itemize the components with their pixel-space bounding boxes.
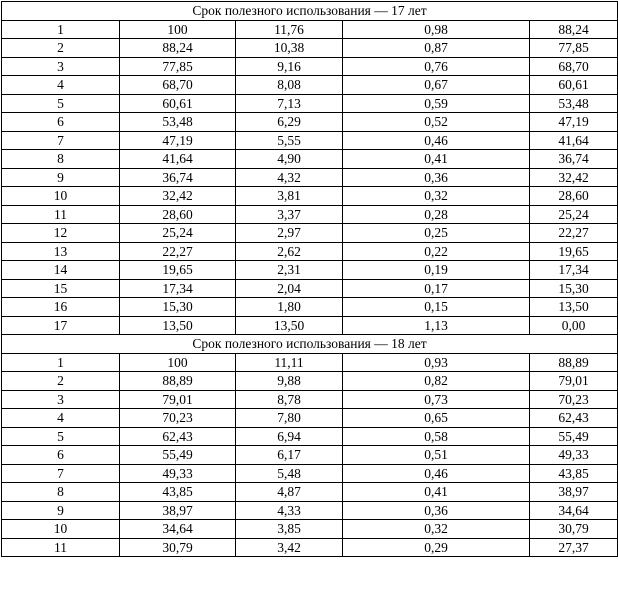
monthly-rate-cell: 0,58 xyxy=(343,427,530,446)
annual-rate-cell: 7,13 xyxy=(236,94,343,113)
monthly-rate-cell: 0,87 xyxy=(343,39,530,58)
residual-end-cell: 34,64 xyxy=(530,501,618,520)
residual-start-cell: 34,64 xyxy=(120,520,236,539)
residual-end-cell: 22,27 xyxy=(530,224,618,243)
residual-start-cell: 100 xyxy=(120,20,236,39)
year-cell: 14 xyxy=(2,261,120,280)
year-cell: 3 xyxy=(2,390,120,409)
annual-rate-cell: 3,81 xyxy=(236,187,343,206)
annual-rate-cell: 2,62 xyxy=(236,242,343,261)
table-row xyxy=(2,372,618,391)
residual-start-cell: 55,49 xyxy=(120,446,236,465)
residual-start-cell: 47,19 xyxy=(120,131,236,150)
section-header-row xyxy=(2,335,618,354)
monthly-rate-cell: 0,41 xyxy=(343,150,530,169)
annual-rate-cell: 2,31 xyxy=(236,261,343,280)
year-cell: 7 xyxy=(2,131,120,150)
monthly-rate-cell: 0,29 xyxy=(343,538,530,557)
residual-end-cell: 70,23 xyxy=(530,390,618,409)
table-row xyxy=(2,113,618,132)
monthly-rate-cell: 0,25 xyxy=(343,224,530,243)
year-cell: 8 xyxy=(2,483,120,502)
residual-start-cell: 68,70 xyxy=(120,76,236,95)
table-row xyxy=(2,261,618,280)
monthly-rate-cell: 0,52 xyxy=(343,113,530,132)
annual-rate-cell: 7,80 xyxy=(236,409,343,428)
annual-rate-cell: 8,08 xyxy=(236,76,343,95)
year-cell: 6 xyxy=(2,113,120,132)
year-cell: 13 xyxy=(2,242,120,261)
year-cell: 11 xyxy=(2,205,120,224)
residual-start-cell: 17,34 xyxy=(120,279,236,298)
table-row xyxy=(2,501,618,520)
table-row xyxy=(2,187,618,206)
residual-end-cell: 41,64 xyxy=(530,131,618,150)
annual-rate-cell: 3,42 xyxy=(236,538,343,557)
table-row xyxy=(2,298,618,317)
residual-end-cell: 30,79 xyxy=(530,520,618,539)
residual-end-cell: 77,85 xyxy=(530,39,618,58)
table-row xyxy=(2,94,618,113)
annual-rate-cell: 11,11 xyxy=(236,353,343,372)
residual-end-cell: 88,89 xyxy=(530,353,618,372)
residual-end-cell: 60,61 xyxy=(530,76,618,95)
year-cell: 17 xyxy=(2,316,120,335)
residual-end-cell: 17,34 xyxy=(530,261,618,280)
depreciation-table xyxy=(1,1,618,557)
table-row xyxy=(2,316,618,335)
monthly-rate-cell: 0,41 xyxy=(343,483,530,502)
monthly-rate-cell: 0,15 xyxy=(343,298,530,317)
annual-rate-cell: 6,17 xyxy=(236,446,343,465)
table-row xyxy=(2,150,618,169)
residual-end-cell: 49,33 xyxy=(530,446,618,465)
residual-end-cell: 19,65 xyxy=(530,242,618,261)
annual-rate-cell: 4,87 xyxy=(236,483,343,502)
annual-rate-cell: 2,04 xyxy=(236,279,343,298)
residual-start-cell: 25,24 xyxy=(120,224,236,243)
section-title: Срок полезного использования — 18 лет xyxy=(2,335,618,354)
year-cell: 4 xyxy=(2,76,120,95)
monthly-rate-cell: 0,17 xyxy=(343,279,530,298)
residual-start-cell: 53,48 xyxy=(120,113,236,132)
residual-end-cell: 28,60 xyxy=(530,187,618,206)
monthly-rate-cell: 0,36 xyxy=(343,168,530,187)
residual-start-cell: 30,79 xyxy=(120,538,236,557)
annual-rate-cell: 3,85 xyxy=(236,520,343,539)
table-row xyxy=(2,224,618,243)
year-cell: 16 xyxy=(2,298,120,317)
annual-rate-cell: 4,32 xyxy=(236,168,343,187)
monthly-rate-cell: 0,46 xyxy=(343,131,530,150)
section-header-row xyxy=(2,2,618,21)
residual-start-cell: 88,89 xyxy=(120,372,236,391)
residual-end-cell: 27,37 xyxy=(530,538,618,557)
annual-rate-cell: 5,48 xyxy=(236,464,343,483)
year-cell: 8 xyxy=(2,150,120,169)
year-cell: 9 xyxy=(2,168,120,187)
year-cell: 1 xyxy=(2,20,120,39)
table-row xyxy=(2,427,618,446)
annual-rate-cell: 11,76 xyxy=(236,20,343,39)
monthly-rate-cell: 0,65 xyxy=(343,409,530,428)
monthly-rate-cell: 0,32 xyxy=(343,187,530,206)
residual-start-cell: 36,74 xyxy=(120,168,236,187)
residual-end-cell: 79,01 xyxy=(530,372,618,391)
residual-end-cell: 25,24 xyxy=(530,205,618,224)
residual-start-cell: 32,42 xyxy=(120,187,236,206)
residual-end-cell: 13,50 xyxy=(530,298,618,317)
annual-rate-cell: 13,50 xyxy=(236,316,343,335)
residual-start-cell: 13,50 xyxy=(120,316,236,335)
year-cell: 6 xyxy=(2,446,120,465)
year-cell: 2 xyxy=(2,39,120,58)
annual-rate-cell: 10,38 xyxy=(236,39,343,58)
annual-rate-cell: 1,80 xyxy=(236,298,343,317)
residual-end-cell: 0,00 xyxy=(530,316,618,335)
year-cell: 11 xyxy=(2,538,120,557)
annual-rate-cell: 4,90 xyxy=(236,150,343,169)
year-cell: 12 xyxy=(2,224,120,243)
residual-start-cell: 19,65 xyxy=(120,261,236,280)
monthly-rate-cell: 0,76 xyxy=(343,57,530,76)
monthly-rate-cell: 0,51 xyxy=(343,446,530,465)
residual-start-cell: 28,60 xyxy=(120,205,236,224)
table-body xyxy=(2,2,618,557)
table-row xyxy=(2,39,618,58)
table-row xyxy=(2,353,618,372)
monthly-rate-cell: 0,36 xyxy=(343,501,530,520)
residual-start-cell: 15,30 xyxy=(120,298,236,317)
residual-start-cell: 70,23 xyxy=(120,409,236,428)
residual-end-cell: 55,49 xyxy=(530,427,618,446)
annual-rate-cell: 6,94 xyxy=(236,427,343,446)
residual-end-cell: 32,42 xyxy=(530,168,618,187)
year-cell: 5 xyxy=(2,427,120,446)
year-cell: 15 xyxy=(2,279,120,298)
section-title: Срок полезного использования — 17 лет xyxy=(2,2,618,21)
residual-end-cell: 88,24 xyxy=(530,20,618,39)
residual-start-cell: 77,85 xyxy=(120,57,236,76)
residual-end-cell: 36,74 xyxy=(530,150,618,169)
year-cell: 9 xyxy=(2,501,120,520)
table-row xyxy=(2,279,618,298)
year-cell: 1 xyxy=(2,353,120,372)
year-cell: 3 xyxy=(2,57,120,76)
year-cell: 7 xyxy=(2,464,120,483)
table-row xyxy=(2,205,618,224)
annual-rate-cell: 5,55 xyxy=(236,131,343,150)
monthly-rate-cell: 0,98 xyxy=(343,20,530,39)
residual-end-cell: 43,85 xyxy=(530,464,618,483)
year-cell: 2 xyxy=(2,372,120,391)
table-row xyxy=(2,131,618,150)
annual-rate-cell: 2,97 xyxy=(236,224,343,243)
residual-start-cell: 62,43 xyxy=(120,427,236,446)
residual-start-cell: 60,61 xyxy=(120,94,236,113)
residual-start-cell: 88,24 xyxy=(120,39,236,58)
table-row xyxy=(2,57,618,76)
table-row xyxy=(2,483,618,502)
annual-rate-cell: 9,88 xyxy=(236,372,343,391)
residual-end-cell: 62,43 xyxy=(530,409,618,428)
residual-start-cell: 49,33 xyxy=(120,464,236,483)
residual-start-cell: 43,85 xyxy=(120,483,236,502)
residual-start-cell: 100 xyxy=(120,353,236,372)
residual-start-cell: 22,27 xyxy=(120,242,236,261)
monthly-rate-cell: 0,59 xyxy=(343,94,530,113)
table-row xyxy=(2,409,618,428)
residual-end-cell: 68,70 xyxy=(530,57,618,76)
residual-end-cell: 53,48 xyxy=(530,94,618,113)
annual-rate-cell: 4,33 xyxy=(236,501,343,520)
table-row xyxy=(2,520,618,539)
monthly-rate-cell: 0,19 xyxy=(343,261,530,280)
annual-rate-cell: 3,37 xyxy=(236,205,343,224)
table-row xyxy=(2,242,618,261)
table-row xyxy=(2,20,618,39)
table-row xyxy=(2,76,618,95)
residual-start-cell: 38,97 xyxy=(120,501,236,520)
residual-start-cell: 79,01 xyxy=(120,390,236,409)
year-cell: 10 xyxy=(2,520,120,539)
year-cell: 4 xyxy=(2,409,120,428)
residual-end-cell: 15,30 xyxy=(530,279,618,298)
residual-end-cell: 47,19 xyxy=(530,113,618,132)
monthly-rate-cell: 1,13 xyxy=(343,316,530,335)
table-row xyxy=(2,446,618,465)
monthly-rate-cell: 0,82 xyxy=(343,372,530,391)
monthly-rate-cell: 0,28 xyxy=(343,205,530,224)
annual-rate-cell: 6,29 xyxy=(236,113,343,132)
table-row xyxy=(2,168,618,187)
monthly-rate-cell: 0,22 xyxy=(343,242,530,261)
monthly-rate-cell: 0,93 xyxy=(343,353,530,372)
monthly-rate-cell: 0,73 xyxy=(343,390,530,409)
table-row xyxy=(2,538,618,557)
annual-rate-cell: 9,16 xyxy=(236,57,343,76)
year-cell: 10 xyxy=(2,187,120,206)
residual-end-cell: 38,97 xyxy=(530,483,618,502)
monthly-rate-cell: 0,46 xyxy=(343,464,530,483)
monthly-rate-cell: 0,32 xyxy=(343,520,530,539)
residual-start-cell: 41,64 xyxy=(120,150,236,169)
table-row xyxy=(2,390,618,409)
monthly-rate-cell: 0,67 xyxy=(343,76,530,95)
annual-rate-cell: 8,78 xyxy=(236,390,343,409)
year-cell: 5 xyxy=(2,94,120,113)
table-row xyxy=(2,464,618,483)
